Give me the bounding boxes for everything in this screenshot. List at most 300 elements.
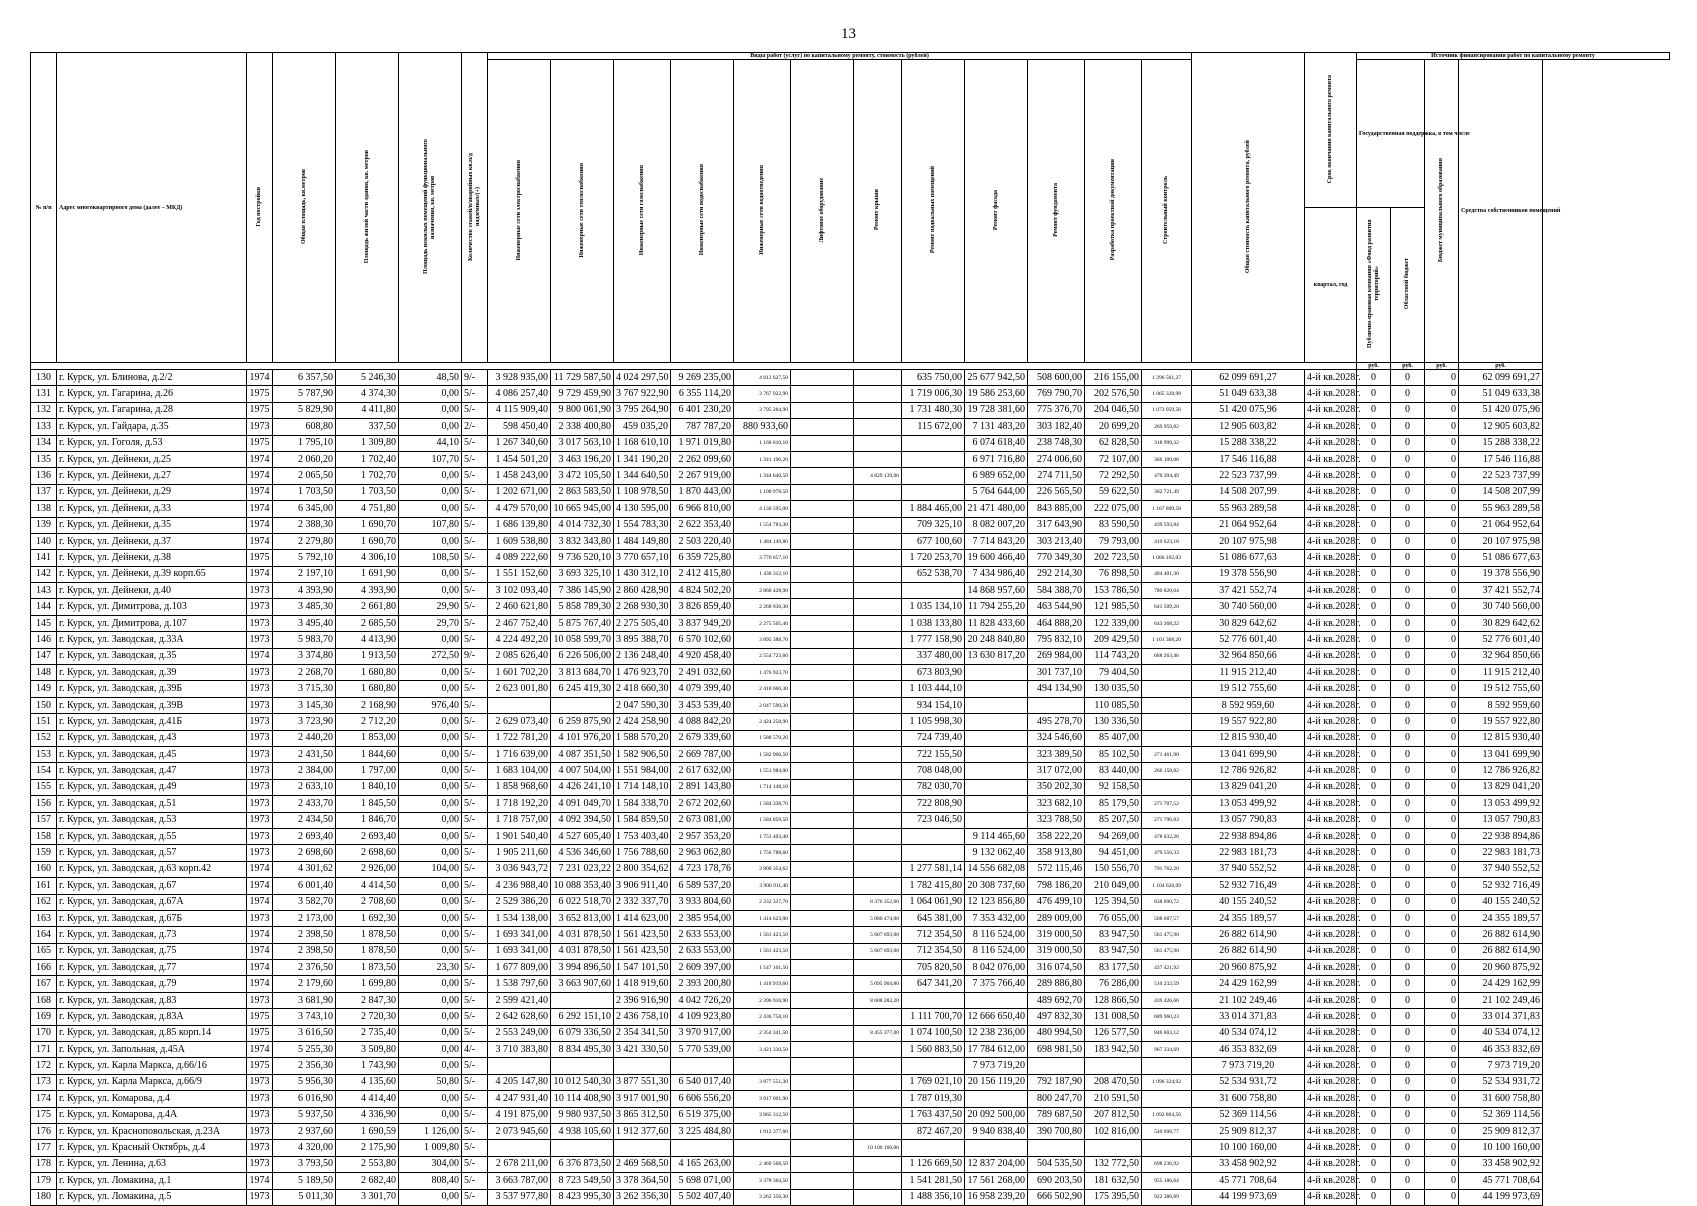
table-cell: 3 421 330,50 bbox=[734, 1042, 791, 1058]
table-cell: 3 994 896,50 bbox=[551, 960, 614, 976]
table-cell: 0,00 bbox=[399, 665, 462, 681]
table-cell: 1973 bbox=[247, 1123, 273, 1139]
table-cell: 4-й кв.2028г. bbox=[1305, 681, 1357, 697]
table-cell: 6 589 537,20 bbox=[671, 878, 734, 894]
table-cell: 19 512 755,60 bbox=[1459, 681, 1543, 697]
table-cell: 4-й кв.2028г. bbox=[1305, 484, 1357, 500]
table-cell: 1 541 281,50 bbox=[902, 1173, 965, 1189]
table-cell: 83 947,50 bbox=[1085, 943, 1142, 959]
table-cell: 1975 bbox=[247, 386, 273, 402]
table-cell: 13 829 041,20 bbox=[1459, 779, 1543, 795]
table-cell: 0 bbox=[1425, 517, 1459, 533]
col-header-src-regional: Областной бюджет bbox=[1391, 208, 1425, 363]
table-cell bbox=[791, 566, 854, 582]
table-cell: г. Курск, ул. Заводская, д.55 bbox=[57, 828, 247, 844]
table-cell: 3 970 917,00 bbox=[671, 1025, 734, 1041]
table-cell: 641 509,20 bbox=[1142, 599, 1192, 615]
table-cell: 0,00 bbox=[399, 419, 462, 435]
table-cell: 4 109 923,80 bbox=[671, 1009, 734, 1025]
table-cell: 635 750,00 bbox=[902, 370, 965, 386]
table-cell: 494 134,90 bbox=[1028, 681, 1085, 697]
table-cell bbox=[791, 435, 854, 451]
table-cell: 5/- bbox=[462, 583, 488, 599]
table-cell: 0 bbox=[1357, 370, 1391, 386]
table-cell: 1 718 757,00 bbox=[488, 812, 551, 828]
table-cell: 4 115 909,40 bbox=[488, 402, 551, 418]
table-cell: 4 007 504,00 bbox=[551, 763, 614, 779]
table-row bbox=[31, 714, 1670, 730]
table-cell: 0 bbox=[1357, 943, 1391, 959]
table-cell: 1 782 415,80 bbox=[902, 878, 965, 894]
table-cell: 2 800 354,62 bbox=[614, 861, 671, 877]
table-cell: 2 554 723,60 bbox=[734, 648, 791, 664]
table-cell: 2 673 081,00 bbox=[671, 812, 734, 828]
table-cell: 5/- bbox=[462, 714, 488, 730]
table-cell: 1 560 883,50 bbox=[902, 1042, 965, 1058]
table-cell: 2 275 505,40 bbox=[734, 615, 791, 631]
table-cell: 6 359 725,80 bbox=[671, 550, 734, 566]
table-cell: 0 bbox=[1357, 1173, 1391, 1189]
table-cell: 1974 bbox=[247, 517, 273, 533]
table-cell: 4-й кв.2028г. bbox=[1305, 861, 1357, 877]
table-cell: 1973 bbox=[247, 1189, 273, 1205]
table-cell: 30 829 642,62 bbox=[1459, 615, 1543, 631]
col-header-work-elevator: Лифтовое оборудование bbox=[791, 60, 854, 363]
table-cell: 115 672,00 bbox=[902, 419, 965, 435]
table-cell: 643 368,22 bbox=[1142, 615, 1192, 631]
table-cell bbox=[1142, 714, 1192, 730]
table-cell: 5/- bbox=[462, 1107, 488, 1123]
table-cell: 7 231 023,22 bbox=[551, 861, 614, 877]
table-cell: 121 985,50 bbox=[1085, 599, 1142, 615]
table-row bbox=[31, 599, 1670, 615]
table-cell: 0,00 bbox=[399, 992, 462, 1008]
table-cell: 4-й кв.2028г. bbox=[1305, 746, 1357, 762]
table-cell: 0 bbox=[1391, 583, 1425, 599]
table-cell: 0,00 bbox=[399, 632, 462, 648]
table-cell: 0 bbox=[1425, 386, 1459, 402]
table-cell: 1 418 919,60 bbox=[614, 976, 671, 992]
table-cell: 1974 bbox=[247, 451, 273, 467]
table-cell: 180 bbox=[31, 1189, 57, 1205]
table-cell bbox=[902, 1140, 965, 1156]
table-cell: 6 540 017,40 bbox=[671, 1074, 734, 1090]
table-cell: 5 770 539,00 bbox=[671, 1042, 734, 1058]
table-cell bbox=[791, 812, 854, 828]
table-cell bbox=[791, 517, 854, 533]
table-cell: 173 bbox=[31, 1074, 57, 1090]
table-cell: 708 048,00 bbox=[902, 763, 965, 779]
table-cell: 0 bbox=[1391, 484, 1425, 500]
table-cell: 1973 bbox=[247, 665, 273, 681]
table-cell: 1 561 423,50 bbox=[614, 943, 671, 959]
table-cell: 0 bbox=[1357, 779, 1391, 795]
table-cell: 1973 bbox=[247, 714, 273, 730]
table-cell: 489 692,70 bbox=[1028, 992, 1085, 1008]
table-cell: 4 320,00 bbox=[273, 1140, 336, 1156]
table-cell: 12 238 236,00 bbox=[965, 1025, 1028, 1041]
table-row bbox=[31, 845, 1670, 861]
table-cell bbox=[965, 812, 1028, 828]
table-cell: 0 bbox=[1391, 960, 1425, 976]
table-cell: 0 bbox=[1391, 1156, 1425, 1172]
table-cell: 0 bbox=[1357, 402, 1391, 418]
table-cell: 22 983 181,73 bbox=[1459, 845, 1543, 861]
table-cell: 0 bbox=[1391, 910, 1425, 926]
table-cell: 1 418 919,60 bbox=[734, 976, 791, 992]
table-cell: 5 189,50 bbox=[273, 1173, 336, 1189]
table-cell bbox=[854, 599, 902, 615]
table-cell bbox=[734, 1140, 791, 1156]
table-cell: 9/- bbox=[462, 648, 488, 664]
table-cell: 1973 bbox=[247, 583, 273, 599]
table-cell: 0 bbox=[1425, 615, 1459, 631]
table-cell: 6 074 618,40 bbox=[965, 435, 1028, 451]
table-cell: 1 551 984,00 bbox=[614, 763, 671, 779]
table-cell: 1973 bbox=[247, 1091, 273, 1107]
table-cell: 7 973 719,20 bbox=[1192, 1058, 1305, 1074]
table-cell: г. Курск, ул. Дейнеки, д.39 корп.65 bbox=[57, 566, 247, 582]
table-cell: 4-й кв.2028г. bbox=[1305, 468, 1357, 484]
table-cell: 0,00 bbox=[399, 1025, 462, 1041]
table-row bbox=[31, 976, 1670, 992]
table-cell: 2 436 758,10 bbox=[734, 1009, 791, 1025]
table-cell bbox=[854, 402, 902, 418]
table-cell: 1 561 423,50 bbox=[614, 927, 671, 943]
unit-label: руб. bbox=[1357, 363, 1391, 370]
table-cell bbox=[791, 1156, 854, 1172]
table-cell: 26 882 614,90 bbox=[1459, 927, 1543, 943]
table-cell: 202 723,50 bbox=[1085, 550, 1142, 566]
table-cell: 3 693 325,10 bbox=[551, 566, 614, 582]
table-cell: 1 588 570,20 bbox=[614, 730, 671, 746]
table-cell: 1 853,00 bbox=[336, 730, 399, 746]
table-cell: 1 753 403,40 bbox=[614, 828, 671, 844]
table-cell bbox=[854, 1173, 902, 1189]
table-cell: 0 bbox=[1425, 779, 1459, 795]
page-number: 13 bbox=[841, 26, 856, 42]
table-body bbox=[31, 370, 1670, 1206]
table-cell: 50,80 bbox=[399, 1074, 462, 1090]
table-cell: г. Курск, ул. Ломакина, д.5 bbox=[57, 1189, 247, 1205]
table-cell: 5 502 407,40 bbox=[671, 1189, 734, 1205]
table-cell: 62 828,50 bbox=[1085, 435, 1142, 451]
table-cell: 45 771 708,64 bbox=[1192, 1173, 1305, 1189]
table-cell: 0 bbox=[1425, 878, 1459, 894]
table-cell: 2 735,40 bbox=[336, 1025, 399, 1041]
table-cell bbox=[614, 1140, 671, 1156]
table-cell: 3 652 813,00 bbox=[551, 910, 614, 926]
table-cell: 540 698,77 bbox=[1142, 1123, 1192, 1139]
table-cell: 5/- bbox=[462, 533, 488, 549]
table-cell bbox=[965, 697, 1028, 713]
table-cell: 6 022 518,70 bbox=[551, 894, 614, 910]
col-header-work-foundation: Ремонт фундамента bbox=[1028, 60, 1085, 363]
table-cell: 1 488 356,10 bbox=[902, 1189, 965, 1205]
table-cell: 51 086 677,63 bbox=[1192, 550, 1305, 566]
table-cell bbox=[854, 779, 902, 795]
table-cell: 2 418 660,30 bbox=[614, 681, 671, 697]
table-cell: 9 980 937,50 bbox=[551, 1107, 614, 1123]
table-cell: 0,00 bbox=[399, 484, 462, 500]
table-cell: 2 388,30 bbox=[273, 517, 336, 533]
table-cell: 274 006,60 bbox=[1028, 451, 1085, 467]
table-cell: 4-й кв.2028г. bbox=[1305, 435, 1357, 451]
table-cell: 2 332 337,70 bbox=[734, 894, 791, 910]
table-cell: 2 679 339,60 bbox=[671, 730, 734, 746]
table-cell: 4 205 147,80 bbox=[488, 1074, 551, 1090]
table-cell: 0 bbox=[1357, 1091, 1391, 1107]
table-cell: 104,00 bbox=[399, 861, 462, 877]
table-cell: 2 720,30 bbox=[336, 1009, 399, 1025]
table-cell: 0,00 bbox=[399, 779, 462, 795]
table-cell: 2 937,60 bbox=[273, 1123, 336, 1139]
table-cell: 1 720 253,70 bbox=[902, 550, 965, 566]
table-cell: 967 334,69 bbox=[1142, 1042, 1192, 1058]
table-cell: 0,00 bbox=[399, 878, 462, 894]
table-cell bbox=[791, 501, 854, 517]
table-cell: 159 bbox=[31, 845, 57, 861]
table-cell: 4-й кв.2028г. bbox=[1305, 501, 1357, 517]
table-cell: 24 355 189,57 bbox=[1192, 910, 1305, 926]
table-cell: 6 355 114,20 bbox=[671, 386, 734, 402]
table-cell bbox=[965, 763, 1028, 779]
table-cell: 8 042 076,00 bbox=[965, 960, 1028, 976]
table-cell: 9 132 062,40 bbox=[965, 845, 1028, 861]
table-cell bbox=[854, 730, 902, 746]
table-row bbox=[31, 533, 1670, 549]
table-cell bbox=[854, 681, 902, 697]
table-cell: 165 bbox=[31, 943, 57, 959]
table-cell: 0 bbox=[1425, 1042, 1459, 1058]
table-cell: 5/- bbox=[462, 992, 488, 1008]
table-cell: г. Курск, ул. Заводская, д.39Б bbox=[57, 681, 247, 697]
table-cell: 698 236,92 bbox=[1142, 1156, 1192, 1172]
table-cell: 1 534 138,00 bbox=[488, 910, 551, 926]
table-cell: 209 429,50 bbox=[1085, 632, 1142, 648]
table-cell: 51 049 633,38 bbox=[1192, 386, 1305, 402]
table-cell: 2 376,50 bbox=[273, 960, 336, 976]
table-cell: 0 bbox=[1357, 501, 1391, 517]
table-cell bbox=[1142, 1091, 1192, 1107]
table-cell: 459 035,20 bbox=[614, 419, 671, 435]
table-cell: 1973 bbox=[247, 796, 273, 812]
col-header-year: Год постройки bbox=[247, 53, 273, 363]
table-cell: 2 957 353,20 bbox=[671, 828, 734, 844]
table-cell bbox=[854, 861, 902, 877]
table-cell: 0 bbox=[1391, 714, 1425, 730]
table-cell: 30 829 642,62 bbox=[1192, 615, 1305, 631]
table-cell: 0,00 bbox=[399, 812, 462, 828]
table-cell: 666 502,90 bbox=[1028, 1189, 1085, 1205]
table-cell: 40 534 074,12 bbox=[1192, 1025, 1305, 1041]
table-cell: 92 158,50 bbox=[1085, 779, 1142, 795]
table-row bbox=[31, 796, 1670, 812]
table-cell: г. Курск, ул. Карла Маркса, д.66/16 bbox=[57, 1058, 247, 1074]
table-cell: 0 bbox=[1425, 1140, 1459, 1156]
table-cell: 3 813 684,70 bbox=[551, 665, 614, 681]
table-row bbox=[31, 665, 1670, 681]
table-cell bbox=[854, 501, 902, 517]
table-cell: 4-й кв.2028г. bbox=[1305, 927, 1357, 943]
table-cell: 2 268,70 bbox=[273, 665, 336, 681]
table-cell: 4 086 257,40 bbox=[488, 386, 551, 402]
table-cell bbox=[854, 648, 902, 664]
table-cell: 266 158,82 bbox=[1142, 763, 1192, 779]
table-cell: 52 932 716,49 bbox=[1192, 878, 1305, 894]
table-cell: 789 687,50 bbox=[1028, 1107, 1085, 1123]
table-cell: 0 bbox=[1425, 550, 1459, 566]
table-cell: 922 386,89 bbox=[1142, 1189, 1192, 1205]
table-cell: 1 073 059,56 bbox=[1142, 402, 1192, 418]
table-cell: 4-й кв.2028г. bbox=[1305, 763, 1357, 779]
table-cell: 1 547 101,50 bbox=[614, 960, 671, 976]
table-cell: 148 bbox=[31, 665, 57, 681]
table-cell: 1973 bbox=[247, 845, 273, 861]
table-cell bbox=[854, 714, 902, 730]
table-cell: 15 288 338,22 bbox=[1192, 435, 1305, 451]
table-cell: 10 058 599,70 bbox=[551, 632, 614, 648]
table-cell: 791 762,20 bbox=[1142, 861, 1192, 877]
table-cell: 12 837 204,00 bbox=[965, 1156, 1028, 1172]
table-cell bbox=[854, 419, 902, 435]
table-row bbox=[31, 960, 1670, 976]
table-cell: 5 875 767,40 bbox=[551, 615, 614, 631]
table-cell: 19 512 755,60 bbox=[1192, 681, 1305, 697]
table-cell: 478 632,26 bbox=[1142, 828, 1192, 844]
table-cell: 782 030,70 bbox=[902, 779, 965, 795]
table-cell: 4 301,62 bbox=[273, 861, 336, 877]
table-cell: 0 bbox=[1391, 370, 1425, 386]
table-cell: 2 073 945,60 bbox=[488, 1123, 551, 1139]
table-cell: 1 691,90 bbox=[336, 566, 399, 582]
table-cell: г. Курск, ул. Дейнеки, д.37 bbox=[57, 533, 247, 549]
table-cell: 52 369 114,56 bbox=[1459, 1107, 1543, 1123]
table-cell: 4 042 726,20 bbox=[671, 992, 734, 1008]
table-cell: 13 057 790,83 bbox=[1192, 812, 1305, 828]
table-cell: 504 535,50 bbox=[1028, 1156, 1085, 1172]
table-cell: 164 bbox=[31, 927, 57, 943]
table-cell: 4 031 878,50 bbox=[551, 927, 614, 943]
table-cell: 48,50 bbox=[399, 370, 462, 386]
table-cell: 5/- bbox=[462, 796, 488, 812]
table-cell: 0 bbox=[1357, 763, 1391, 779]
table-cell: 4 092 394,50 bbox=[551, 812, 614, 828]
table-cell: г. Курск, ул. Заводская, д.75 bbox=[57, 943, 247, 959]
table-cell: 11 828 433,60 bbox=[965, 615, 1028, 631]
col-header-src-owners: Средства собственников помещений bbox=[1459, 60, 1543, 363]
table-cell: 5/- bbox=[462, 1123, 488, 1139]
table-cell: 5 095 904,80 bbox=[854, 976, 902, 992]
table-cell: 323 682,10 bbox=[1028, 796, 1085, 812]
table-cell: 1 561 423,50 bbox=[734, 943, 791, 959]
table-cell: 0,00 bbox=[399, 501, 462, 517]
table-cell: 495 278,70 bbox=[1028, 714, 1085, 730]
table-cell: 1 686 139,80 bbox=[488, 517, 551, 533]
table-cell: 13 829 041,20 bbox=[1192, 779, 1305, 795]
table-cell: 4 079 399,40 bbox=[671, 681, 734, 697]
table-cell: 0 bbox=[1391, 386, 1425, 402]
table-cell: 0 bbox=[1391, 779, 1425, 795]
table-cell bbox=[854, 1123, 902, 1139]
table-cell: 1 777 158,90 bbox=[902, 632, 965, 648]
table-cell: 2 633 553,00 bbox=[671, 943, 734, 959]
table-cell bbox=[1142, 730, 1192, 746]
table-cell: 1974 bbox=[247, 861, 273, 877]
table-cell bbox=[1142, 1058, 1192, 1074]
table-cell bbox=[965, 714, 1028, 730]
table-cell: 22 938 894,86 bbox=[1192, 828, 1305, 844]
table-cell bbox=[965, 1091, 1028, 1107]
table-cell: 2 661,80 bbox=[336, 599, 399, 615]
table-cell: 143 bbox=[31, 583, 57, 599]
table-cell: 0 bbox=[1391, 796, 1425, 812]
table-cell: 1974 bbox=[247, 927, 273, 943]
table-cell: 110 085,50 bbox=[1085, 697, 1142, 713]
table-cell: 0 bbox=[1425, 763, 1459, 779]
table-row bbox=[31, 1156, 1670, 1172]
table-cell: 712 354,50 bbox=[902, 927, 965, 943]
table-cell: 0 bbox=[1425, 730, 1459, 746]
table-cell: 6 966 810,00 bbox=[671, 501, 734, 517]
table-cell: 723 046,50 bbox=[902, 812, 965, 828]
table-cell: 135 bbox=[31, 451, 57, 467]
table-cell: 2 629 073,40 bbox=[488, 714, 551, 730]
table-cell: 4 812 627,50 bbox=[734, 370, 791, 386]
table-cell: 52 534 931,72 bbox=[1459, 1074, 1543, 1090]
table-cell: 5/- bbox=[462, 1058, 488, 1074]
col-header-nonliving-area: Площадь нежилых помещений функционального назначения, кв. метров bbox=[399, 53, 462, 363]
table-cell: 508 687,57 bbox=[1142, 910, 1192, 926]
table-cell: 17 546 116,88 bbox=[1192, 451, 1305, 467]
table-cell: 6 001,40 bbox=[273, 878, 336, 894]
table-cell: 0 bbox=[1425, 943, 1459, 959]
table-cell: 4 374,30 bbox=[336, 386, 399, 402]
table-cell: 24 355 189,57 bbox=[1459, 910, 1543, 926]
table-cell: 1975 bbox=[247, 550, 273, 566]
table-cell: г. Курск, ул. Дейнеки, д.27 bbox=[57, 468, 247, 484]
table-cell: 0 bbox=[1357, 517, 1391, 533]
table-cell bbox=[791, 1058, 854, 1074]
table-cell: г. Курск, ул. Заводская, д.83 bbox=[57, 992, 247, 1008]
table-cell: 0 bbox=[1357, 812, 1391, 828]
table-cell: 9 736 520,10 bbox=[551, 550, 614, 566]
table-cell: 51 086 677,63 bbox=[1459, 550, 1543, 566]
table-cell: 0,00 bbox=[399, 402, 462, 418]
table-cell: 1973 bbox=[247, 1074, 273, 1090]
table-cell: 5 011,30 bbox=[273, 1189, 336, 1205]
table-cell: 5/- bbox=[462, 812, 488, 828]
table-cell bbox=[854, 746, 902, 762]
table-cell: 1 092 864,56 bbox=[1142, 1107, 1192, 1123]
table-cell bbox=[791, 1107, 854, 1123]
table-row bbox=[31, 386, 1670, 402]
table-cell: 122 339,00 bbox=[1085, 615, 1142, 631]
table-cell: 0 bbox=[1357, 550, 1391, 566]
table-cell bbox=[854, 1107, 902, 1123]
table-cell: 5/- bbox=[462, 484, 488, 500]
table-row bbox=[31, 861, 1670, 877]
table-cell: 366 109,08 bbox=[1142, 451, 1192, 467]
table-cell bbox=[791, 451, 854, 467]
table-cell: 4-й кв.2028г. bbox=[1305, 1107, 1357, 1123]
table-cell: 138 bbox=[31, 501, 57, 517]
table-cell: 1 064 061,90 bbox=[902, 894, 965, 910]
table-cell: г. Курск, ул. Заводская, д.73 bbox=[57, 927, 247, 943]
table-cell: 1974 bbox=[247, 566, 273, 582]
table-row bbox=[31, 402, 1670, 418]
table-cell: 131 bbox=[31, 386, 57, 402]
